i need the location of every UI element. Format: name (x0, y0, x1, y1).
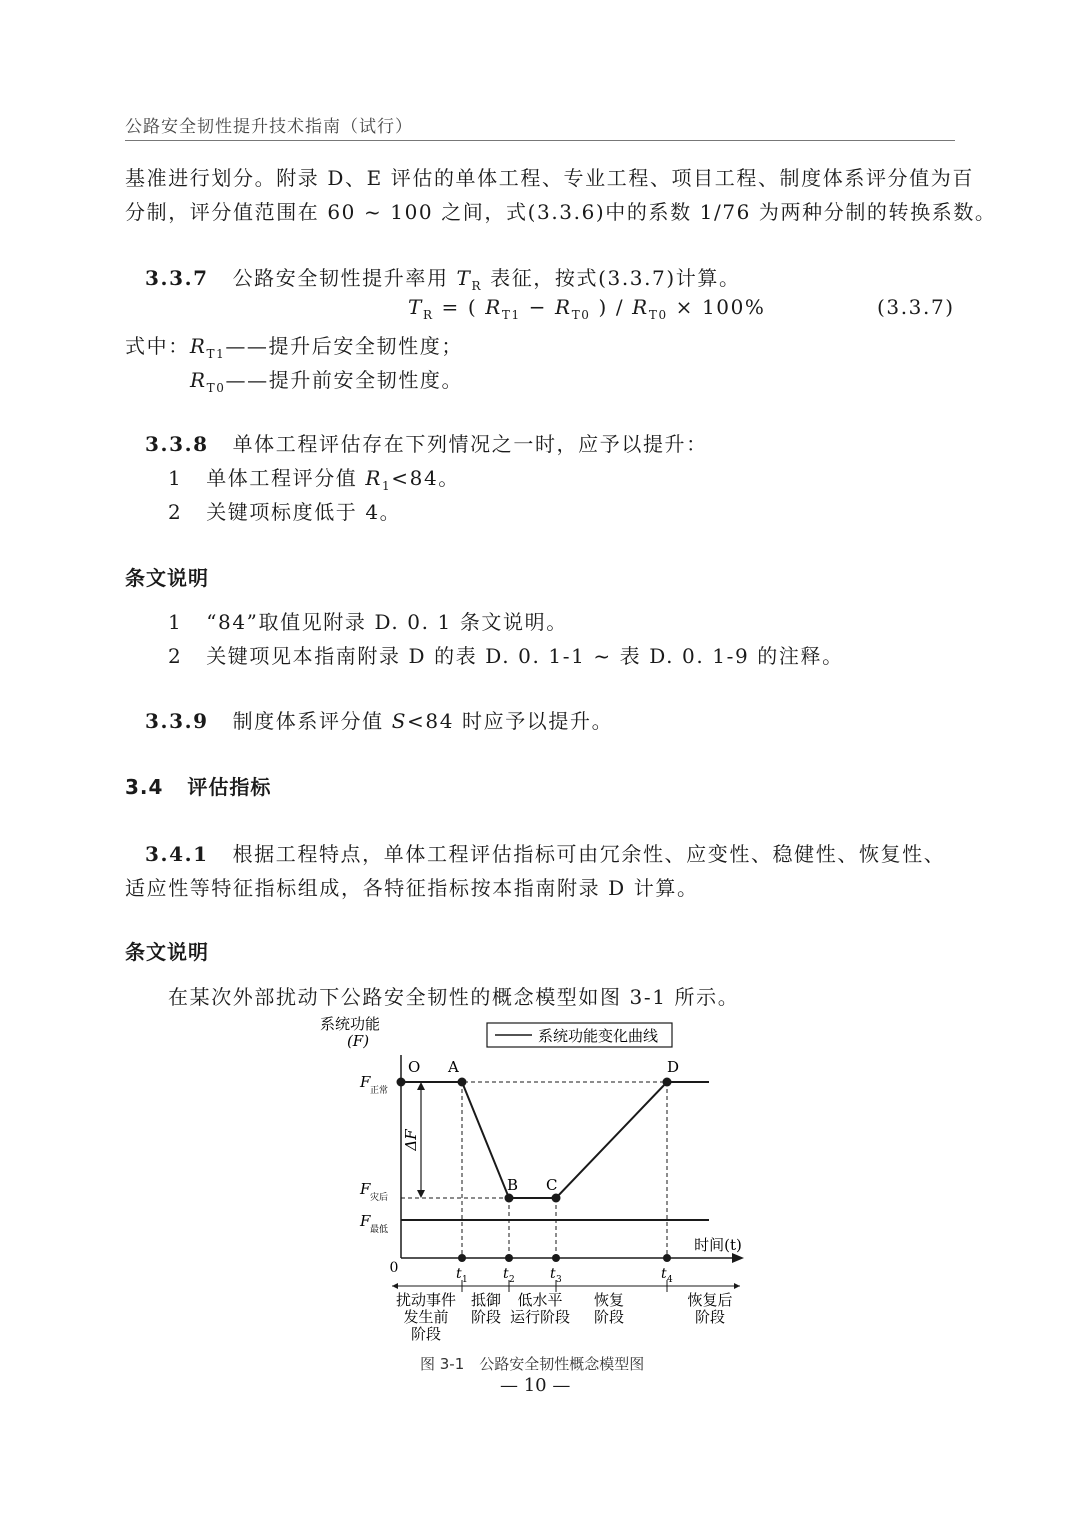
f-after-sub: 灾后 (370, 1193, 389, 1203)
clause-3-3-8 (145, 428, 708, 457)
where-rt1: 式中：$R_{T1}——$提升后安全韧性度； (125, 334, 463, 361)
where-label: 式中： (125, 334, 190, 358)
list-item (168, 496, 401, 525)
var-tr: $T_R$ (456, 266, 483, 293)
t2-sub: 2 (509, 1275, 515, 1285)
rt0-desc: ——提升前安全韧性度。 (225, 368, 464, 392)
point-label-o: O (408, 1058, 421, 1076)
phase-3-line-1: 低水平 (517, 1291, 563, 1309)
point-label-d: D (667, 1058, 680, 1076)
clause-line-2: 适应性等特征指标组成，各特征指标按本指南附录 D 计算。 (125, 876, 699, 900)
note-title: 条文说明 (125, 566, 209, 590)
clause-text: 单体工程评估存在下列情况之一时，应予以提升： (232, 432, 708, 456)
note-text: 在某次外部扰动下公路安全韧性的概念模型如图 3-1 所示。 (168, 985, 740, 1009)
t3-point (552, 1254, 560, 1262)
running-header: 公路安全韧性提升技术指南（试行） (125, 117, 413, 137)
t1-point (458, 1254, 466, 1262)
t3-sub: 3 (556, 1275, 562, 1285)
item-tail: <84。 (391, 466, 460, 490)
point-o (397, 1078, 406, 1087)
clause-text-b: <84 时应予以提升。 (407, 709, 614, 733)
clause-number: 3.3.9 (145, 709, 209, 733)
phase-2-line-2: 阶段 (470, 1308, 502, 1326)
t1-label: t (456, 1266, 462, 1282)
list-item: 1 单体工程评分值 $R_1<84$。 (168, 466, 460, 493)
section-title: 评估指标 (187, 775, 272, 799)
f-min-label: F (360, 1212, 371, 1230)
clause-text-a: 制度体系评分值 (232, 709, 384, 733)
item-text: 关键项见本指南附录 D 的表 D. 0. 1-1 ~ 表 D. 0. 1-9 的注释。 (206, 644, 844, 668)
point-d (663, 1078, 672, 1087)
point-a (458, 1078, 467, 1087)
clause-3-4-1 (145, 838, 945, 867)
formula-3-3-7: $T_R$ = ( $R_{T1} - R_{T0}$ ) / $R_{T0} \times 100\%$ (408, 295, 766, 322)
t2-label: t (503, 1266, 509, 1282)
origin-label: 0 (389, 1260, 399, 1276)
item-number: 1 (168, 466, 183, 490)
list-item (168, 640, 844, 669)
item-text: 单体工程评分值 (206, 466, 358, 490)
point-label-a: A (448, 1058, 459, 1076)
item-number: 1 (168, 610, 183, 634)
f-after-label: F (360, 1180, 371, 1198)
t4-label: t (661, 1266, 667, 1282)
header-rule (125, 140, 955, 141)
page-number: — 10 — (500, 1375, 571, 1396)
y-axis-var: (F) (346, 1032, 370, 1050)
y-axis-label: 系统功能 (320, 1015, 381, 1033)
clause-number: 3.3.8 (145, 432, 209, 456)
arrow-down-icon (417, 1190, 425, 1198)
list-item (168, 606, 568, 635)
point-b (505, 1194, 514, 1203)
phase-2-line-1: 抵御 (470, 1291, 502, 1309)
section-number: 3.4 (125, 775, 164, 799)
t4-sub: 4 (667, 1275, 673, 1285)
item-number: 2 (168, 500, 183, 524)
x-axis-arrow-icon (732, 1253, 744, 1263)
point-label-c: C (546, 1176, 558, 1194)
rt1-desc: ——提升后安全韧性度； (225, 334, 463, 358)
formula-label: (3.3.7) (877, 295, 955, 319)
clause-3-3-7 (145, 262, 741, 293)
clause-number: 3.4.1 (145, 842, 209, 866)
figure-caption: 图 3-1 公路安全韧性概念模型图 (420, 1355, 645, 1373)
point-c (552, 1194, 561, 1203)
intro-line-2: 分制，评分值范围在 60 ~ 100 之间，式(3.3.6)中的系数 1/76 为两种分制的转换系数。 (125, 200, 997, 224)
x-axis-label: 时间(t) (694, 1236, 742, 1254)
phase-5-line-2: 阶段 (694, 1308, 726, 1326)
phase-arrow-left-icon (392, 1283, 398, 1289)
legend-label: 系统功能变化曲线 (538, 1027, 659, 1045)
phase-1-line-3: 阶段 (410, 1325, 442, 1343)
t3-label: t (550, 1266, 556, 1282)
clause-number: 3.3.7 (145, 266, 209, 290)
phase-1-line-1: 扰动事件 (395, 1291, 457, 1309)
resilience-model-figure (320, 1010, 760, 1350)
phase-arrow-right-icon (734, 1283, 740, 1289)
f-normal-sub: 正常 (370, 1086, 389, 1096)
phase-4-line-1: 恢复 (593, 1291, 625, 1309)
where-rt0: $R_{T0}——$提升前安全韧性度。 (190, 368, 464, 395)
clause-3-3-9 (145, 705, 613, 734)
section-3-4 (125, 771, 271, 800)
item-number: 2 (168, 644, 183, 668)
t2-point (505, 1254, 513, 1262)
phase-1-line-2: 发生前 (403, 1308, 449, 1326)
point-label-b: B (507, 1176, 519, 1194)
var-s: S (391, 709, 408, 733)
item-text: “84”取值见附录 D. 0. 1 条文说明。 (206, 610, 568, 634)
t1-sub: 1 (462, 1275, 468, 1285)
clause-line-1: 根据工程特点，单体工程评估指标可由冗余性、应变性、稳健性、恢复性、 (232, 842, 946, 866)
phase-4-line-2: 阶段 (593, 1308, 625, 1326)
f-min-sub: 最低 (370, 1225, 389, 1235)
phase-5-line-1: 恢复后 (687, 1291, 733, 1309)
phase-3-line-2: 运行阶段 (509, 1308, 571, 1326)
intro-line-1: 基准进行划分。附录 D、E 评估的单体工程、专业工程、项目工程、制度体系评分值为百 (125, 166, 974, 190)
delta-f-label: ΔF (402, 1129, 420, 1151)
f-normal-label: F (360, 1073, 371, 1091)
note-title: 条文说明 (125, 940, 209, 964)
clause-text-b: 表征，按式(3.3.7)计算。 (490, 266, 741, 290)
arrow-up-icon (417, 1082, 425, 1090)
t4-point (663, 1254, 671, 1262)
item-text: 关键项标度低于 4。 (206, 500, 402, 524)
clause-text-a: 公路安全韧性提升率用 (232, 266, 449, 290)
